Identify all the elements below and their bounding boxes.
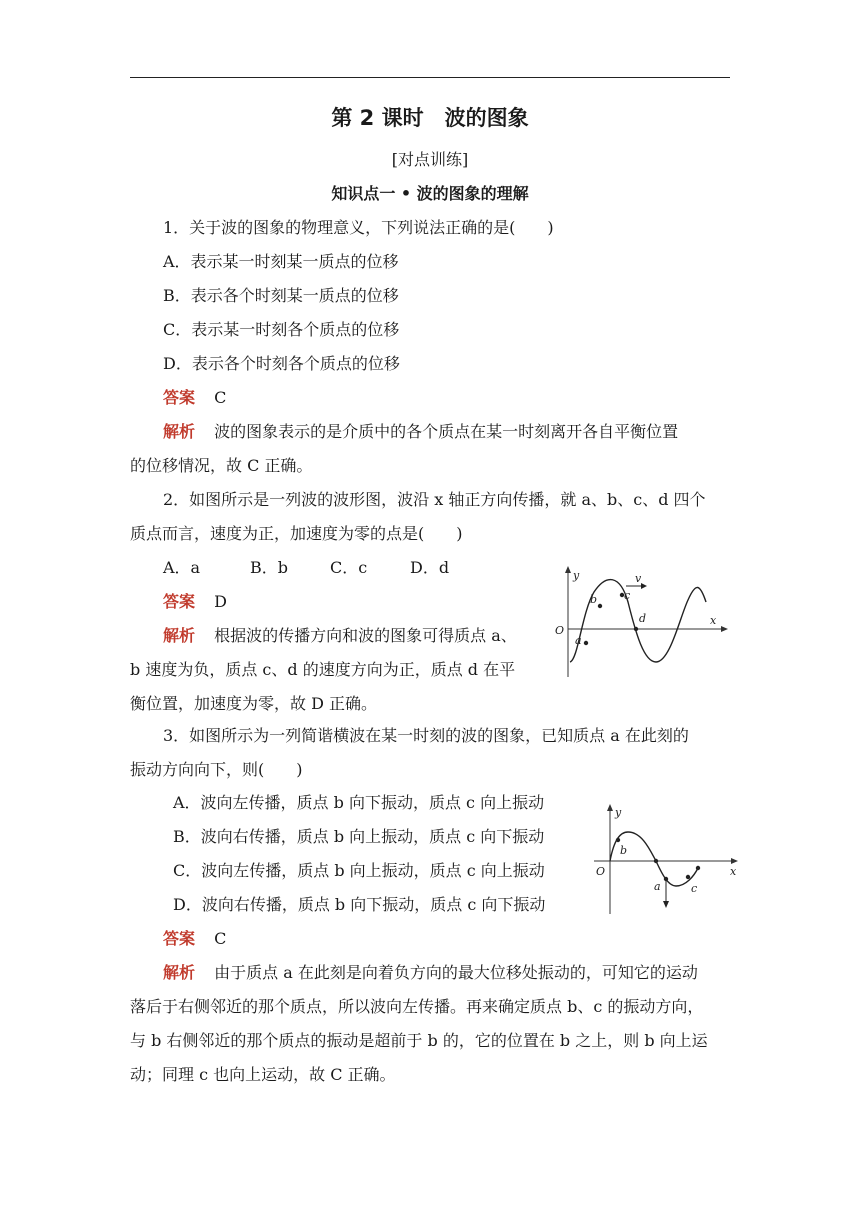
label-y: y [573, 569, 580, 582]
q3-option-b: B．波向右传播，质点 b 向上振动，质点 c 向下振动 [173, 827, 545, 846]
q3-analysis-line2: 落后于右侧邻近的那个质点，所以波向左传播。再来确定质点 b、c 的振动方向， [130, 997, 704, 1016]
label-y: y [615, 806, 622, 819]
velocity-arrowhead [641, 583, 647, 589]
point-end [696, 866, 700, 870]
q1-answer: C [214, 388, 227, 407]
label-b: b [620, 844, 628, 857]
q3-analysis-line4: 动；同理 c 也向上运动，故 C 正确。 [130, 1065, 396, 1084]
q2-option-c: C．c [330, 558, 368, 577]
label-x: x [710, 614, 717, 627]
wave-curve [570, 580, 706, 662]
q2-analysis-row [163, 626, 517, 646]
q2-option-d: D．d [410, 558, 450, 577]
label-v: v [635, 572, 642, 585]
q2-stem-line1: 2．如图所示是一列波的波形图，波沿 x 轴正方向传播，就 a、b、c、d 四个 [163, 490, 706, 509]
analysis-label: 解析 [163, 422, 196, 441]
q2-wave-figure [548, 562, 730, 680]
label-x: x [730, 865, 737, 878]
q3-analysis-row [163, 963, 698, 983]
section-heading: 知识点一 • 波的图象的理解 [331, 184, 529, 203]
q2-analysis-line1: 根据波的传播方向和波的图象可得质点 a、 [214, 626, 517, 645]
q1-option-d: D．表示各个时刻各个质点的位移 [163, 354, 400, 373]
point-a [584, 641, 588, 645]
label-o: O [596, 865, 606, 878]
q2-analysis-line2: b 速度为负，质点 c、d 的速度方向为正，质点 d 在平 [130, 660, 516, 679]
answer-label: 答案 [163, 929, 196, 948]
top-rule [130, 77, 730, 78]
q3-option-c: C．波向左传播，质点 b 向上振动，质点 c 向上振动 [173, 861, 545, 880]
label-d: d [639, 612, 647, 625]
q3-analysis-line3: 与 b 右侧邻近的那个质点的振动是超前于 b 的，它的位置在 b 之上，则 b 向上运 [130, 1031, 708, 1050]
point-b [598, 604, 602, 608]
q3-stem-line1: 3．如图所示为一列简谐横波在某一时刻的波的图象，已知质点 a 在此刻的 [163, 726, 689, 745]
q1-analysis-row [163, 422, 678, 442]
q2-answer: D [214, 592, 227, 611]
q3-answer-row [163, 929, 226, 949]
answer-label: 答案 [163, 592, 196, 611]
q2-option-a: A．a [163, 558, 201, 577]
analysis-label: 解析 [163, 626, 196, 645]
point-b [616, 838, 620, 842]
point-d [634, 627, 638, 631]
q3-stem-line2: 振动方向向下，则( ) [130, 760, 303, 779]
answer-label: 答案 [163, 388, 196, 407]
point-zero-crossing [654, 859, 658, 863]
q1-option-b: B．表示各个时刻某一质点的位移 [163, 286, 399, 305]
label-a: a [575, 634, 582, 647]
q3-answer: C [214, 929, 227, 948]
a-motion-arrowhead [663, 901, 669, 908]
x-axis-arrow [731, 858, 738, 864]
subtitle: [对点训练] [391, 150, 469, 169]
q1-option-a: A．表示某一时刻某一质点的位移 [163, 252, 399, 271]
page-title: 第 2 课时 波的图象 [331, 106, 529, 130]
label-c: c [624, 589, 631, 602]
analysis-label: 解析 [163, 963, 196, 982]
q2-answer-row [163, 592, 227, 612]
q1-analysis-line1: 波的图象表示的是介质中的各个质点在某一时刻离开各自平衡位置 [214, 422, 679, 441]
wave-curve [610, 832, 698, 886]
q2-stem-line2: 质点而言，速度为正，加速度为零的点是( ) [130, 524, 463, 543]
label-a: a [654, 880, 661, 893]
q1-analysis-line2: 的位移情况，故 C 正确。 [130, 456, 313, 475]
label-c: c [691, 882, 698, 895]
q2-analysis-line3: 衡位置，加速度为零，故 D 正确。 [130, 694, 378, 713]
point-c [686, 875, 690, 879]
q3-analysis-line1: 由于质点 a 在此刻是向着负方向的最大位移处振动的，可知它的运动 [214, 963, 698, 982]
q3-option-d: D．波向右传播，质点 b 向下振动，质点 c 向下振动 [173, 895, 546, 914]
label-b: b [590, 593, 598, 606]
q1-option-c: C．表示某一时刻各个质点的位移 [163, 320, 400, 339]
y-axis-arrow [565, 566, 571, 573]
q1-stem: 1．关于波的图象的物理意义，下列说法正确的是( ) [163, 218, 554, 237]
q3-wave-figure [590, 800, 742, 916]
label-o: O [555, 624, 565, 637]
q1-answer-row [163, 388, 226, 408]
point-a [664, 877, 668, 881]
q2-option-b: B．b [250, 558, 289, 577]
x-axis-arrow [721, 626, 728, 632]
y-axis-arrow [607, 804, 613, 811]
q3-option-a: A．波向左传播，质点 b 向下振动，质点 c 向上振动 [173, 793, 545, 812]
